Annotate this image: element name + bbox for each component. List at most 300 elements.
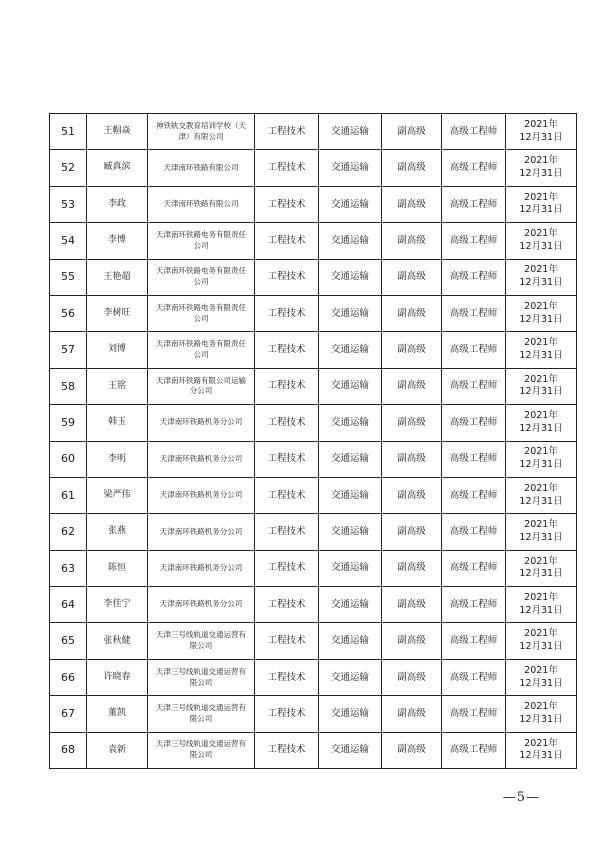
row-number-cell: [50, 732, 87, 768]
organization-cell: [148, 114, 255, 150]
level-cell: [382, 223, 442, 259]
person-name-cell: [87, 587, 148, 623]
level-cell: [382, 659, 442, 695]
person-name-cell: [87, 332, 148, 368]
row-number-cell: [50, 514, 87, 550]
series-cell: [255, 477, 319, 513]
date-day: 12月31日: [519, 422, 563, 434]
series-cell: [255, 514, 319, 550]
specialty-cell: [319, 696, 382, 732]
qualification-name: 高级工程师: [449, 562, 498, 574]
qualification-cell: [442, 696, 506, 732]
date-day: 12月31日: [519, 568, 563, 580]
person-name: 李佳宁: [103, 599, 131, 610]
row-number: 57: [61, 343, 75, 357]
row-number: 59: [61, 415, 75, 429]
date-cell: [506, 623, 577, 659]
person-name-cell: [87, 659, 148, 695]
specialty: 交通运输: [330, 635, 369, 647]
date-cell: [506, 405, 577, 441]
organization: 天津三号线轨道交通运营有限公司: [156, 703, 246, 723]
date-day: 12月31日: [519, 350, 563, 362]
date-day: 12月31日: [519, 750, 563, 762]
date-day: 12月31日: [519, 386, 563, 398]
person-name-cell: [87, 150, 148, 186]
qualification-name: 高级工程师: [449, 162, 498, 174]
table-row: [50, 150, 577, 186]
organization-cell: [148, 223, 255, 259]
date-day: 12月31日: [519, 204, 563, 216]
row-number-cell: [50, 259, 87, 295]
title-series: 工程技术: [267, 489, 306, 501]
specialty: 交通运输: [330, 307, 369, 319]
organization-cell: [148, 259, 255, 295]
specialty-cell: [319, 186, 382, 222]
date-year: 2021年: [524, 555, 558, 567]
organization-cell: [148, 587, 255, 623]
series-cell: [255, 368, 319, 404]
row-number-cell: [50, 696, 87, 732]
person-name: 王帽焱: [103, 126, 131, 137]
qualification-name: 高级工程师: [449, 234, 498, 246]
row-number: 60: [61, 452, 75, 466]
qualification-cell: [442, 477, 506, 513]
title-level: 副高级: [397, 526, 426, 538]
title-series: 工程技术: [267, 453, 306, 465]
date-year: 2021年: [524, 591, 558, 603]
qualification-cell: [442, 587, 506, 623]
date-cell: [506, 732, 577, 768]
organization: 天津南环铁路有限公司: [163, 162, 239, 172]
date-day: 12月31日: [519, 604, 563, 616]
person-name: 张秋健: [103, 635, 131, 646]
specialty-cell: [319, 514, 382, 550]
date-year: 2021年: [524, 482, 558, 494]
specialty: 交通运输: [330, 271, 369, 283]
person-name-cell: [87, 223, 148, 259]
specialty: 交通运输: [330, 744, 369, 756]
date-day: 12月31日: [519, 495, 563, 507]
title-level: 副高级: [397, 344, 426, 356]
table-row: [50, 623, 577, 659]
title-level: 副高级: [397, 744, 426, 756]
specialty-cell: [319, 623, 382, 659]
date-year: 2021年: [524, 228, 558, 240]
qualification-cell: [442, 405, 506, 441]
specialty-cell: [319, 405, 382, 441]
specialty: 交通运输: [330, 526, 369, 538]
row-number: 68: [61, 743, 75, 757]
title-level: 副高级: [397, 271, 426, 283]
specialty: 交通运输: [330, 708, 369, 719]
organization-cell: [148, 732, 255, 768]
person-name: 李博: [107, 235, 126, 246]
specialty: 交通运输: [330, 234, 369, 246]
date-cell: [506, 186, 577, 222]
date-year: 2021年: [524, 446, 558, 458]
qualification-name: 高级工程师: [449, 344, 498, 356]
person-name: 李政: [107, 198, 126, 209]
qualification-name: 高级工程师: [449, 708, 498, 719]
qualification-cell: [442, 295, 506, 331]
date-cell: [506, 295, 577, 331]
series-cell: [255, 441, 319, 477]
row-number-cell: [50, 150, 87, 186]
organization-cell: [148, 186, 255, 222]
row-number-cell: [50, 659, 87, 695]
title-series: 工程技术: [267, 562, 306, 574]
table-row: [50, 587, 577, 623]
date-day: 12月31日: [519, 641, 563, 653]
row-number-cell: [50, 223, 87, 259]
organization: 天津南环铁路电务有限责任公司: [156, 266, 246, 287]
date-year: 2021年: [524, 337, 558, 349]
level-cell: [382, 696, 442, 732]
organization: 天津南环铁路电务有限责任公司: [156, 302, 246, 323]
date-cell: [506, 259, 577, 295]
qualification-cell: [442, 514, 506, 550]
table-row: [50, 405, 577, 441]
person-name: 李明: [107, 453, 126, 464]
series-cell: [255, 186, 319, 222]
row-number: 58: [61, 379, 75, 393]
specialty: 交通运输: [330, 125, 369, 137]
row-number: 65: [61, 634, 75, 648]
title-level: 副高级: [397, 562, 426, 574]
qualification-name: 高级工程师: [449, 744, 498, 756]
person-name: 董凯: [107, 708, 126, 719]
level-cell: [382, 186, 442, 222]
date-year: 2021年: [524, 628, 558, 640]
organization: 天津南环铁路机务分公司: [159, 417, 243, 427]
organization-cell: [148, 696, 255, 732]
person-name-cell: [87, 295, 148, 331]
title-series: 工程技术: [267, 708, 306, 719]
row-number: 53: [61, 197, 75, 211]
date-year: 2021年: [524, 519, 558, 531]
date-cell: [506, 659, 577, 695]
date-year: 2021年: [524, 155, 558, 167]
title-series: 工程技术: [267, 598, 306, 610]
series-cell: [255, 259, 319, 295]
date-year: 2021年: [524, 410, 558, 421]
level-cell: [382, 732, 442, 768]
date-year: 2021年: [524, 118, 558, 130]
organization: 天津南环铁路机务分公司: [159, 453, 243, 463]
organization-cell: [148, 659, 255, 695]
qualification-cell: [442, 659, 506, 695]
qualification-cell: [442, 368, 506, 404]
organization: 天津三号线轨道交通运营有限公司: [156, 739, 246, 760]
title-series: 工程技术: [267, 234, 306, 246]
person-name: 王艳超: [103, 271, 131, 282]
person-name: 李树旺: [103, 308, 131, 319]
row-number-cell: [50, 550, 87, 586]
date-cell: [506, 332, 577, 368]
title-series: 工程技术: [267, 307, 306, 319]
title-level: 副高级: [397, 453, 426, 465]
specialty-cell: [319, 114, 382, 150]
series-cell: [255, 150, 319, 186]
organization-cell: [148, 550, 255, 586]
title-level: 副高级: [397, 234, 426, 246]
row-number-cell: [50, 587, 87, 623]
series-cell: [255, 623, 319, 659]
organization-cell: [148, 405, 255, 441]
date-day: 12月31日: [519, 277, 563, 289]
person-name-cell: [87, 259, 148, 295]
table-row: [50, 550, 577, 586]
organization: 天津南环铁路机务分公司: [159, 490, 243, 500]
qualification-name: 高级工程师: [449, 125, 498, 137]
title-level: 副高级: [397, 307, 426, 319]
person-name: 许晓春: [103, 671, 131, 682]
person-name-cell: [87, 550, 148, 586]
row-number-cell: [50, 477, 87, 513]
qualification-name: 高级工程师: [449, 307, 498, 319]
table-row: [50, 295, 577, 331]
person-name-cell: [87, 623, 148, 659]
date-year: 2021年: [524, 701, 558, 713]
specialty-cell: [319, 550, 382, 586]
person-name-cell: [87, 114, 148, 150]
qualification-name: 高级工程师: [449, 416, 498, 428]
specialty: 交通运输: [330, 671, 369, 683]
series-cell: [255, 696, 319, 732]
series-cell: [255, 332, 319, 368]
row-number: 54: [61, 233, 75, 247]
row-number-cell: [50, 332, 87, 368]
row-number: 62: [61, 525, 75, 539]
date-cell: [506, 114, 577, 150]
table-row: [50, 514, 577, 550]
date-year: 2021年: [524, 373, 558, 385]
specialty-cell: [319, 150, 382, 186]
level-cell: [382, 587, 442, 623]
date-day: 12月31日: [519, 531, 563, 543]
title-series: 工程技术: [267, 271, 306, 283]
date-cell: [506, 587, 577, 623]
row-number-cell: [50, 623, 87, 659]
person-name-cell: [87, 368, 148, 404]
qualification-cell: [442, 150, 506, 186]
level-cell: [382, 259, 442, 295]
table-row: [50, 186, 577, 222]
series-cell: [255, 295, 319, 331]
person-name-cell: [87, 186, 148, 222]
person-name-cell: [87, 405, 148, 441]
specialty-cell: [319, 587, 382, 623]
organization: 天津南环铁路有限公司: [163, 199, 239, 209]
organization-cell: [148, 150, 255, 186]
date-cell: [506, 368, 577, 404]
table-row: [50, 114, 577, 150]
title-level: 副高级: [397, 635, 426, 647]
person-name: 王铭: [107, 380, 126, 391]
qualification-name: 高级工程师: [449, 489, 498, 501]
date-day: 12月31日: [519, 168, 563, 180]
organization: 天津南环铁路电务有限责任公司: [156, 229, 246, 250]
series-cell: [255, 114, 319, 150]
specialty: 交通运输: [330, 453, 369, 465]
person-name-cell: [87, 477, 148, 513]
table-row: [50, 696, 577, 732]
row-number: 67: [61, 707, 75, 721]
series-cell: [255, 405, 319, 441]
page-number: —5—: [502, 790, 540, 805]
series-cell: [255, 587, 319, 623]
title-level: 副高级: [397, 708, 426, 719]
specialty-cell: [319, 295, 382, 331]
organization: 天津南环铁路有限公司运输分公司: [156, 375, 246, 396]
row-number-cell: [50, 441, 87, 477]
organization: 神铁轨交教育培训学校（天津）有限公司: [156, 120, 246, 141]
row-number: 61: [61, 488, 75, 502]
qualification-name: 高级工程师: [449, 198, 498, 210]
date-day: 12月31日: [519, 240, 563, 252]
series-cell: [255, 223, 319, 259]
title-series: 工程技术: [267, 162, 306, 174]
title-series: 工程技术: [267, 125, 306, 137]
level-cell: [382, 441, 442, 477]
qualification-cell: [442, 441, 506, 477]
qualification-cell: [442, 259, 506, 295]
date-year: 2021年: [524, 664, 558, 676]
person-name: 袁新: [107, 744, 126, 755]
organization: 天津南环铁路机务分公司: [159, 526, 243, 536]
qualification-cell: [442, 114, 506, 150]
qualification-cell: [442, 332, 506, 368]
level-cell: [382, 332, 442, 368]
qualification-cell: [442, 550, 506, 586]
title-level: 副高级: [397, 162, 426, 174]
row-number: 55: [61, 270, 75, 284]
person-name-cell: [87, 514, 148, 550]
qualification-name: 高级工程师: [449, 598, 498, 610]
row-number-cell: [50, 186, 87, 222]
qualification-cell: [442, 223, 506, 259]
level-cell: [382, 514, 442, 550]
specialty-cell: [319, 332, 382, 368]
date-cell: [506, 550, 577, 586]
date-day: 12月31日: [519, 459, 563, 471]
person-name-cell: [87, 732, 148, 768]
table-row: [50, 477, 577, 513]
title-level: 副高级: [397, 416, 426, 428]
title-level: 副高级: [397, 598, 426, 610]
title-series: 工程技术: [267, 635, 306, 647]
qualification-cell: [442, 623, 506, 659]
specialty: 交通运输: [330, 380, 369, 392]
date-cell: [506, 696, 577, 732]
organization: 天津三号线轨道交通运营有限公司: [156, 630, 246, 651]
roster-body: [50, 114, 577, 769]
level-cell: [382, 623, 442, 659]
specialty: 交通运输: [330, 162, 369, 174]
title-level: 副高级: [397, 489, 426, 501]
title-series: 工程技术: [267, 344, 306, 356]
date-day: 12月31日: [519, 313, 563, 325]
date-year: 2021年: [524, 264, 558, 276]
series-cell: [255, 550, 319, 586]
date-cell: [506, 223, 577, 259]
title-series: 工程技术: [267, 671, 306, 683]
row-number-cell: [50, 114, 87, 150]
specialty: 交通运输: [330, 416, 369, 428]
organization: 天津南环铁路电务有限责任公司: [156, 339, 246, 360]
qualification-cell: [442, 186, 506, 222]
table-row: [50, 259, 577, 295]
specialty: 交通运输: [330, 598, 369, 610]
row-number-cell: [50, 295, 87, 331]
level-cell: [382, 114, 442, 150]
row-number: 51: [61, 124, 75, 138]
table-row: [50, 659, 577, 695]
table-row: [50, 223, 577, 259]
specialty-cell: [319, 659, 382, 695]
person-name: 韩玉: [107, 417, 126, 428]
date-cell: [506, 477, 577, 513]
person-name: 张燕: [107, 526, 126, 537]
specialty-cell: [319, 441, 382, 477]
organization-cell: [148, 623, 255, 659]
person-name: 臧真滨: [103, 162, 131, 173]
person-name-cell: [87, 696, 148, 732]
specialty-cell: [319, 477, 382, 513]
date-year: 2021年: [524, 737, 558, 749]
organization-cell: [148, 514, 255, 550]
table-row: [50, 732, 577, 768]
qualification-name: 高级工程师: [449, 526, 498, 538]
roster-table: [49, 113, 577, 769]
qualification-name: 高级工程师: [449, 453, 498, 465]
date-year: 2021年: [524, 300, 558, 312]
title-series: 工程技术: [267, 198, 306, 210]
date-day: 12月31日: [519, 677, 563, 689]
qualification-name: 高级工程师: [449, 635, 498, 647]
row-number-cell: [50, 368, 87, 404]
specialty: 交通运输: [330, 489, 369, 501]
organization: 天津南环铁路机务分公司: [159, 562, 243, 572]
date-cell: [506, 514, 577, 550]
row-number: 64: [61, 597, 75, 611]
series-cell: [255, 732, 319, 768]
table-row: [50, 332, 577, 368]
organization: 天津三号线轨道交通运营有限公司: [156, 666, 246, 687]
row-number: 52: [61, 161, 75, 175]
specialty-cell: [319, 223, 382, 259]
specialty-cell: [319, 368, 382, 404]
specialty-cell: [319, 732, 382, 768]
specialty: 交通运输: [330, 344, 369, 356]
person-name: 陈恒: [107, 562, 126, 573]
row-number: 66: [61, 670, 75, 684]
person-name: 刘博: [107, 344, 126, 355]
title-level: 副高级: [397, 198, 426, 210]
title-level: 副高级: [397, 380, 426, 392]
qualification-name: 高级工程师: [449, 671, 498, 683]
title-series: 工程技术: [267, 744, 306, 756]
person-name-cell: [87, 441, 148, 477]
organization-cell: [148, 368, 255, 404]
specialty: 交通运输: [330, 562, 369, 574]
date-cell: [506, 441, 577, 477]
organization-cell: [148, 332, 255, 368]
organization-cell: [148, 441, 255, 477]
title-level: 副高级: [397, 671, 426, 683]
title-series: 工程技术: [267, 526, 306, 538]
organization-cell: [148, 477, 255, 513]
